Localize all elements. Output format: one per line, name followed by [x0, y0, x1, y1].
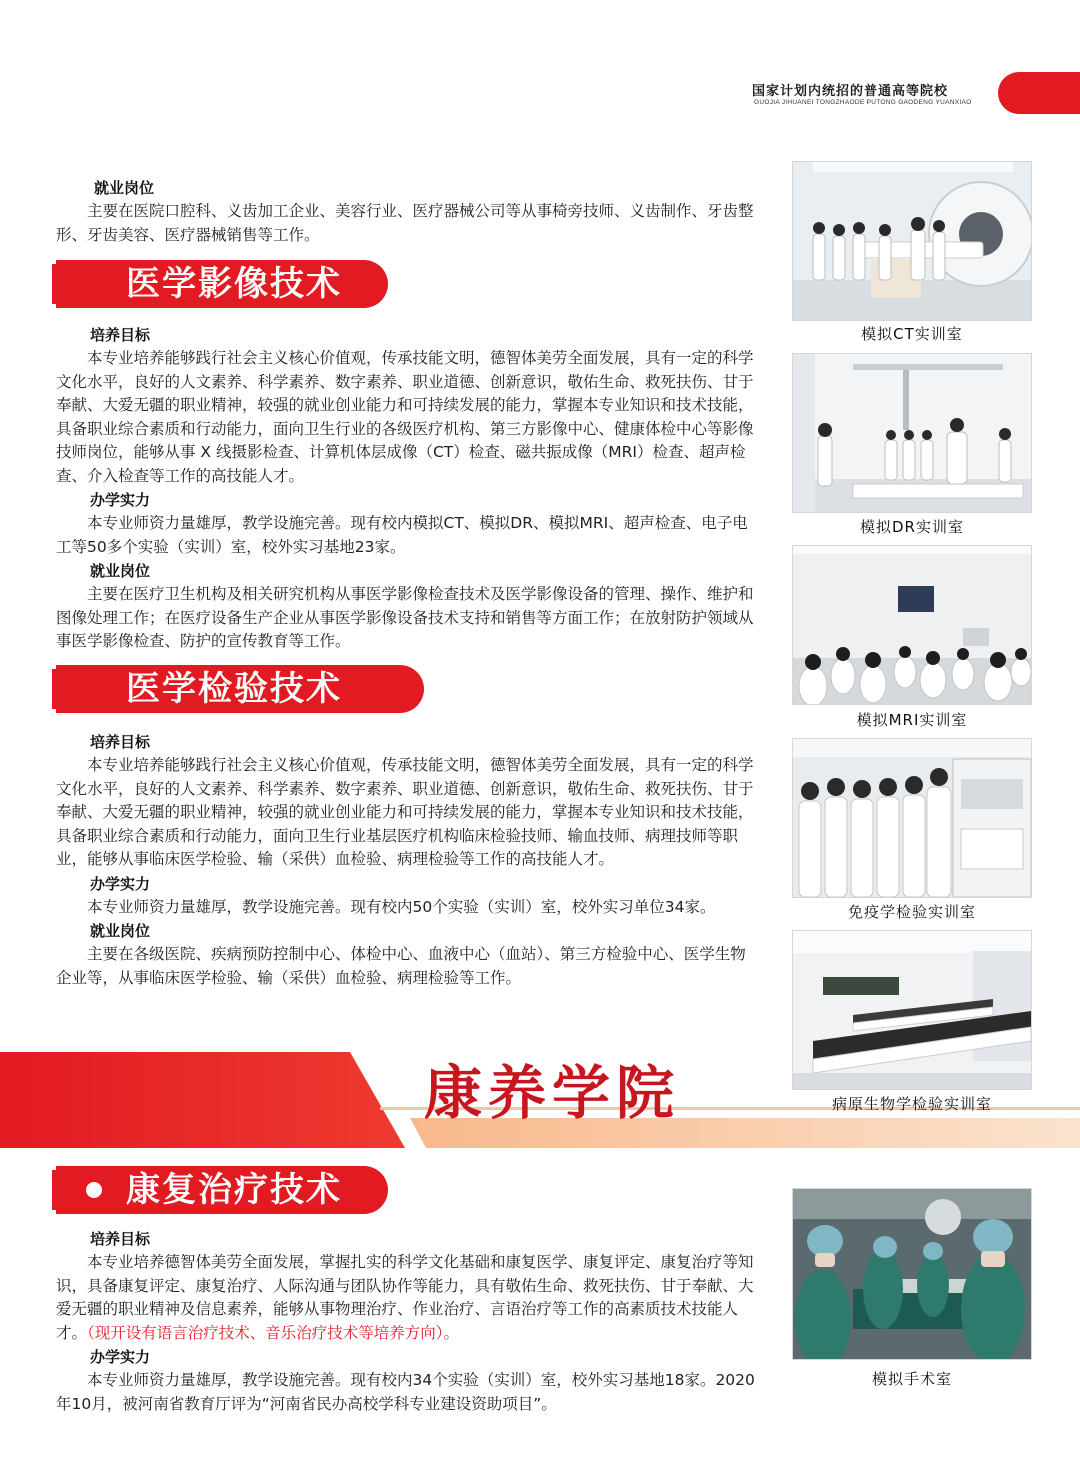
- lab-jobs-label: 就业岗位: [90, 922, 151, 940]
- intro-text: 主要在医院口腔科、义齿加工企业、美容行业、医疗器械公司等从事椅旁技师、义齿制作、牙齿整形、牙齿美容、医疗器械销售等工作。: [56, 202, 754, 244]
- lab-goal-text: 本专业培养能够践行社会主义核心价值观，传承技能文明，德智体美劳全面发展，具有一定的科学文化水平，良好的人文素养、科学素养、数字素养、职业道德、创新意识，敬佑生命、救死扶伤、甘于奉献、大爱无疆的职业精神，较强的就业创业能力和可持续发展的能力，掌握本专业知识和技术技能，具备职业综合素质和行动能力，面向卫生行业基层医疗机构临床检验技师、输血技师、病理技师等职业，能够从事临床医学检验、输（采供）血检验、病理检验等工作的高技能人才。: [56, 756, 754, 868]
- photo-caption: 模拟MRI实训室: [856, 711, 968, 729]
- imaging-jobs-text: 主要在医疗卫生机构及相关研究机构从事医学影像检查技术及医学影像设备的管理、操作、维护和图像处理工作；在医疗设备生产企业从事医学影像设备技术支持和销售等方面工作；在放射防护领域从事医学影像检查、防护的宣传教育等工作。: [56, 585, 754, 650]
- lab-benches-photo: [792, 930, 1032, 1090]
- imaging-strength-text: 本专业师资力量雄厚，教学设施完善。现有校内模拟CT、模拟DR、模拟MRI、超声检查、电子电工等50多个实验（实训）室，校外实习基地23家。: [56, 514, 748, 556]
- photo-caption: 病原生物学检验实训室: [831, 1095, 992, 1113]
- bullet-dot-icon: [86, 1182, 102, 1198]
- rehab-section: [56, 1227, 768, 1416]
- rehab-strength-label: 办学实力: [90, 1348, 151, 1366]
- rehab-goal-text: 本专业培养德智体美劳全面发展，掌握扎实的科学文化基础和康复医学、康复评定、康复治疗等知识，具备康复评定、康复治疗、人际沟通与团队协作等能力，具有敬佑生命、救死扶伤、甘于奉献、大爱无疆的职业精神及信息素养，能够从事物理治疗、作业治疗、言语治疗等工作的高素质技术技能人才。: [56, 1253, 754, 1342]
- photo-caption: 模拟DR实训室: [860, 518, 964, 536]
- intro-label: 就业岗位: [94, 179, 155, 197]
- surgery-photo: [792, 1188, 1032, 1360]
- photo-caption: 模拟CT实训室: [861, 325, 963, 343]
- classroom-photo: [792, 545, 1032, 705]
- lab-section: [56, 730, 756, 990]
- lab-analyzer-photo: [792, 738, 1032, 898]
- lab-jobs-text: 主要在各级医院、疾病预防控制中心、体检中心、血液中心（血站）、第三方检验中心、医学生物企业等，从事临床医学检验、输（采供）血检验、病理检验等工作。: [56, 945, 746, 987]
- college-title: 康养学院: [424, 1059, 681, 1127]
- imaging-section: [56, 323, 756, 654]
- imaging-goal-text: 本专业培养能够践行社会主义核心价值观，传承技能文明，德智体美劳全面发展，具有一定的科学文化水平，良好的人文素养、科学素养、数字素养、职业道德、创新意识，敬佑生命、救死扶伤、甘于奉献、大爱无疆的职业精神，较强的就业创业能力和可持续发展的能力，掌握本专业知识和技术技能，具备职业综合素质和行动能力，面向卫生行业的各级医疗机构、第三方影像中心、健康体检中心等影像技师岗位，能够从事 X 线摄影检查、计算机体层成像（CT）检查、磁共振成像（MRI）检查、超声检查、介入检查等工作的高技能人才。: [56, 349, 754, 485]
- rehab-goal-note: （现开设有语言治疗技术、音乐治疗技术等培养方向）。: [87, 1323, 460, 1342]
- lab-strength-label: 办学实力: [90, 874, 151, 893]
- section-banner-rehab: [56, 1166, 388, 1214]
- header-subtitle: GUOJIA JIHUANEI TONGZHAODE PUTONG GAODENG YUANXIAO: [754, 99, 972, 106]
- intro-section: [56, 176, 756, 247]
- college-band-red: [0, 1052, 405, 1148]
- header-title: 国家计划内统招的普通高等院校: [752, 84, 949, 99]
- rehab-goal-label: 培养目标: [90, 1230, 151, 1248]
- section-banner-lab: [56, 665, 424, 713]
- section-title-imaging: 医学影像技术: [126, 264, 342, 304]
- photo-caption: 免疫学检验实训室: [847, 903, 976, 921]
- header-red-tab: [998, 72, 1080, 114]
- ct-scanner-photo: [792, 161, 1032, 321]
- imaging-jobs-label: 就业岗位: [90, 562, 151, 580]
- section-banner-imaging: [56, 260, 388, 308]
- imaging-strength-label: 办学实力: [90, 491, 151, 509]
- lab-goal-label: 培养目标: [90, 733, 151, 751]
- section-title-rehab: 康复治疗技术: [126, 1170, 342, 1210]
- rehab-strength-text: 本专业师资力量雄厚，教学设施完善。现有校内34个实验（实训）室，校外实习基地18家。2020年10月，被河南省教育厅评为“河南省民办高校学科专业建设资助项目”。: [56, 1371, 755, 1413]
- rehab-goal-paragraph: [56, 1251, 768, 1345]
- imaging-goal-label: 培养目标: [90, 326, 151, 344]
- dr-room-photo: [792, 353, 1032, 513]
- photo-caption: 模拟手术室: [871, 1370, 952, 1388]
- lab-strength-text: 本专业师资力量雄厚，教学设施完善。现有校内50个实验（实训）室，校外实习单位34家。: [87, 897, 716, 916]
- section-title-lab: 医学检验技术: [126, 669, 342, 709]
